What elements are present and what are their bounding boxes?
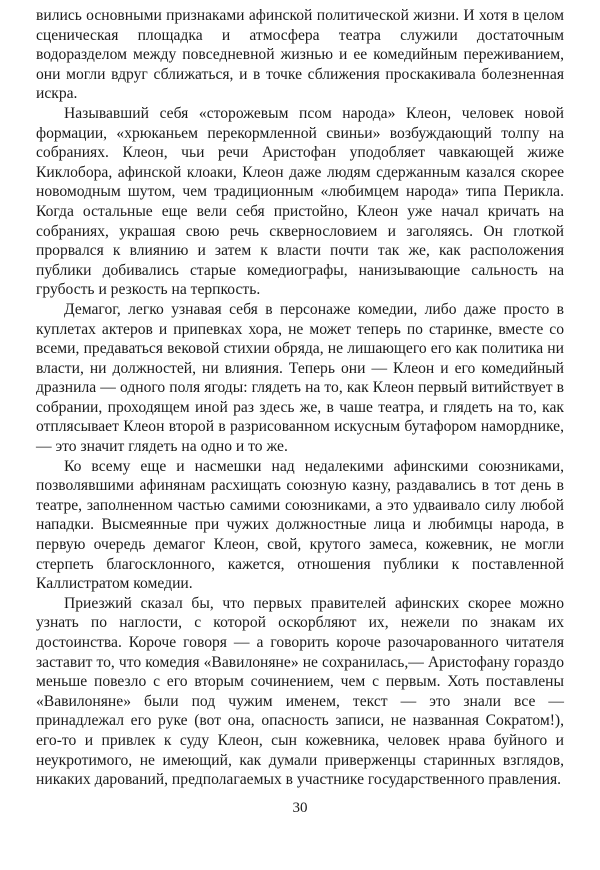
document-page: [36, 6, 564, 790]
paragraph-babylonians: Приезжий сказал бы, что первых правителей афинских скорее можно узнать по наглости, с которой оскорбляют их, нежели по знакам их достоинства. Короче говоря — а говорить короче разочарованного читателя заставит то, что комедия «Вавилоняне» не сохранилась,— Аристофану гораздо меньше повезло с его вторым сочинением, чем с первым. Хоть поставлены «Вавилоняне» были под чужим именем, текст — это знали все — принадлежал его руке (вот она, опасность записи, не названная Сократом!), его-то и привлек к суду Клеон, сын кожевника, человек нрава буйного и неукротимого, не имеющий, как думали приверженцы старинных взглядов, никаких дарований, предполагаемых в участнике государственного правления.: [36, 594, 564, 789]
page-number: 30: [292, 800, 308, 816]
paragraph-allies: Ко всему еще и насмешки над недалекими афинскими союзниками, позволявшими афинянам расхищать союзную казну, раздавались в тот день в театре, заполненном частью самими союзниками, а это удваивало силу любой нападки. Высмеянные при чужих должностные лица и любимцы народа, в первую очередь демагог Клеон, свой, крутого замеса, кожевник, не могли стерпеть благосклонного, кажется, отношения публики к поставленной Каллистратом комедии.: [36, 457, 564, 593]
paragraph-cleon: Называвший себя «сторожевым псом народа» Клеон, человек новой формации, «хрюканьем перекормленной свиньи» возбуждающий толпу на собраниях. Клеон, чьи речи Аристофан уподобляет чавкающей жиже Киклобора, афинской клоаки, Клеон даже людям сдержанным казался скорее новомодным шутом, чем традиционным «любимцем народа» типа Перикла. Когда остальные еще вели себя пристойно, Клеон уже начал кричать на собраниях, украшая свою речь сквернословием и заголяясь. Он глоткой прорвался к влиянию и затем к власти почти так же, как расположения публики добивались старые комедиографы, нанизывающие сальность на грубость и резкость на терпкость.: [36, 104, 564, 299]
paragraph-demagogue: Демагог, легко узнавая себя в персонаже комедии, либо даже просто в куплетах актеров и припевках хора, не может теперь по старинке, вместе со всеми, предаваться вековой стихии обряда, не лишающего его как политика ни власти, ни должностей, ни влияния. Теперь они — Клеон и его комедийный дразнила — одного поля ягоды: глядеть на то, как Клеон первый витийствует в собрании, проходящем иной раз здесь же, в чаше театра, и глядеть на то, как отплясывает Клеон второй в разрисованном искусным бутафором наморднике,— это значит глядеть на одно и то же.: [36, 300, 564, 456]
paragraph-continued: вились основными признаками афинской политической жизни. И хотя в целом сценическая площадка и атмосфера театра служили достаточным водоразделом между повседневной жизнью и ее комедийным переживанием, они могли вдруг сближаться, и в точке сближения проскакивала болезненная искра.: [36, 7, 564, 103]
